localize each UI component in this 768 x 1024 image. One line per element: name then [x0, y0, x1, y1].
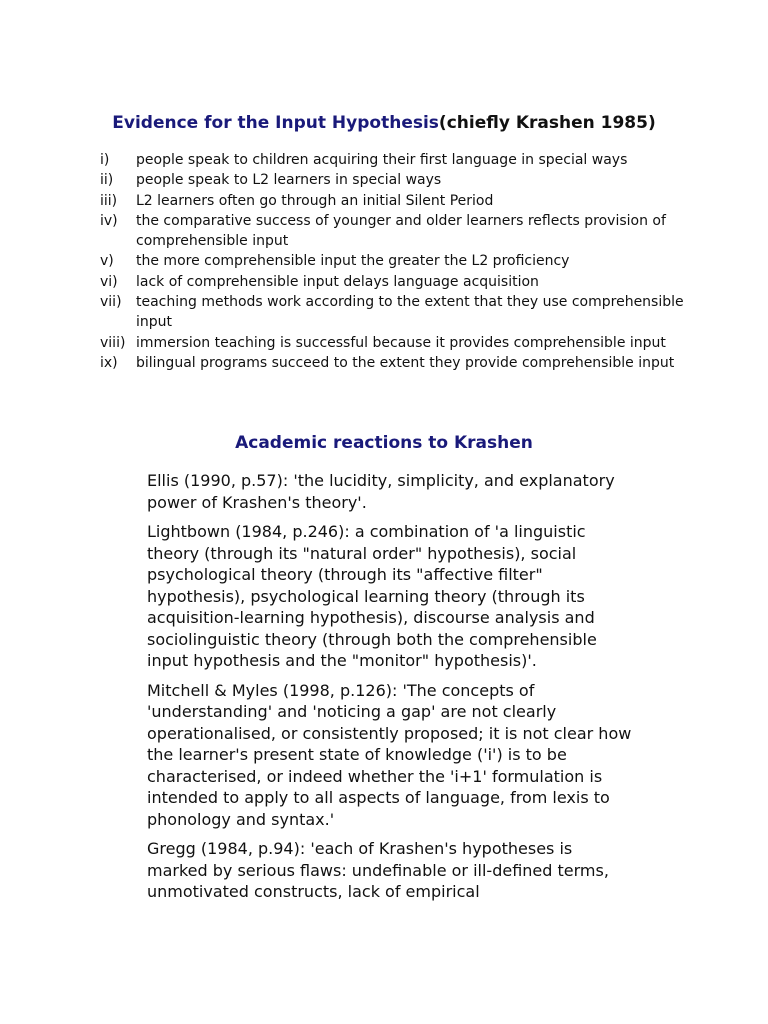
list-item: [100, 251, 700, 271]
list-item-number: ix): [100, 354, 118, 371]
evidence-list: [100, 150, 700, 373]
list-item-number: iii): [100, 192, 118, 209]
list-item-number: i): [100, 152, 110, 168]
list-item: [100, 353, 700, 373]
list-item-number: vii): [100, 294, 122, 311]
list-item-number: ii): [100, 172, 114, 189]
list-item-number: vi): [100, 273, 118, 290]
list-item-text: L2 learners often go through an initial Silent Period: [136, 192, 494, 209]
list-item-text: teaching methods work according to the extent that they use comprehensible input: [136, 294, 684, 331]
reaction-paragraph-gregg: Gregg (1984, p.94): 'each of Krashen's hypotheses is marked by serious flaws: undefinable or ill-defined terms, unmotivated constructs, lack of empirical: [147, 839, 609, 901]
reaction-paragraph-ellis: Ellis (1990, p.57): 'the lucidity, simplicity, and explanatory power of Krashen's theory'.: [147, 471, 615, 512]
reactions-heading: Academic reactions to Krashen: [235, 433, 533, 453]
list-item-text: bilingual programs succeed to the extent they provide comprehensible input: [136, 354, 675, 371]
list-item-text: the more comprehensible input the greater the L2 proficiency: [136, 253, 570, 270]
list-item: [100, 170, 700, 190]
evidence-heading-main: Evidence for the Input Hypothesis: [112, 113, 439, 133]
list-item-number: v): [100, 253, 114, 270]
list-item-text: people speak to children acquiring their first language in special ways: [136, 152, 628, 168]
list-item: [100, 272, 700, 292]
list-item-text: the comparative success of younger and older learners reflects provision of comprehensible input: [136, 212, 666, 250]
list-item: [100, 292, 700, 333]
list-item: [100, 333, 700, 353]
reactions-section: [147, 470, 637, 911]
list-item-text: people speak to L2 learners in special ways: [136, 172, 442, 189]
list-item-text: lack of comprehensible input delays language acquisition: [136, 273, 539, 290]
list-item-text: immersion teaching is successful because it provides comprehensible input: [136, 334, 666, 351]
evidence-heading-sub: (chiefly Krashen 1985): [438, 113, 656, 133]
list-item-number: iv): [100, 212, 118, 229]
reaction-paragraph-mitchell-myles: Mitchell & Myles (1998, p.126): 'The concepts of 'understanding' and 'noticing a gap' are not clearly operationalised, or consistently proposed; it is not clear how the learner's present state of knowledge ('i') is to be characterised, or indeed whether the 'i+1' formulation is intended to apply to all aspects of language, from lexis to phonology and syntax.': [147, 680, 632, 829]
list-item: [100, 191, 700, 211]
reaction-paragraph-lightbown: Lightbown (1984, p.246): a combination of 'a linguistic theory (through its "natural order" hypothesis), social psychological theory (through its "affective filter" hypothesis), psychological learning theory (through its acquisition-learning hypothesis), discourse analysis and sociolinguistic theory (through both the comprehensible input hypothesis and the "monitor" hypothesis)'.: [147, 522, 597, 670]
list-item-number: viii): [100, 334, 126, 351]
list-item: [100, 211, 700, 252]
evidence-heading: [0, 112, 768, 134]
list-item: [100, 150, 700, 170]
